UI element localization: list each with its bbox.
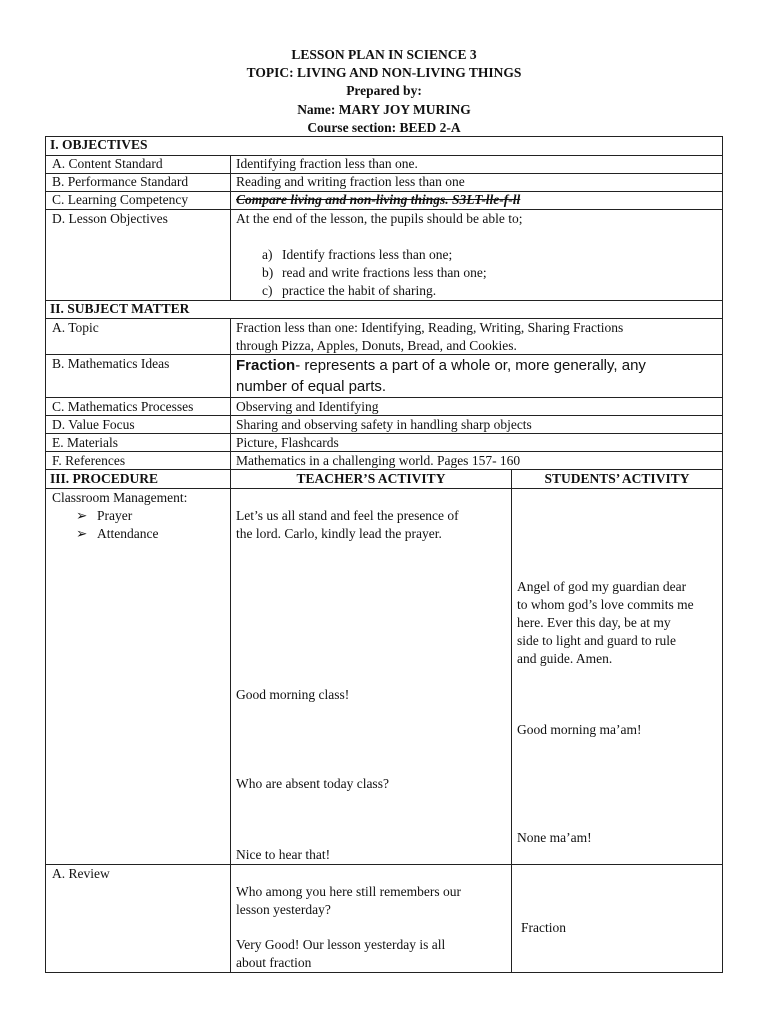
student-prayer-line2: to whom god’s love commits me <box>517 597 694 612</box>
subject-matter-heading: II. SUBJECT MATTER <box>50 301 190 316</box>
attendance-label: Attendance <box>97 526 159 541</box>
fraction-definition-line1 <box>236 355 646 376</box>
learning-competency-value: Compare living and non-living things. S3LT-lle-f-ll <box>236 192 521 207</box>
fraction-definition-text: - represents a part of a whole or, more generally, any <box>295 357 646 374</box>
topic-value-line1: Fraction less than one: Identifying, Reading, Writing, Sharing Fractions <box>236 320 624 335</box>
math-processes-value: Observing and Identifying <box>236 399 379 414</box>
content-standard-label: A. Content Standard <box>52 156 163 171</box>
materials-value: Picture, Flashcards <box>236 435 339 450</box>
lesson-objectives-label: D. Lesson Objectives <box>52 211 168 226</box>
math-ideas-label: B. Mathematics Ideas <box>52 356 170 371</box>
materials-label: E. Materials <box>52 435 118 450</box>
review-teacher-line1: Who among you here still remembers our <box>236 884 461 899</box>
objective-item-c <box>262 282 436 300</box>
references-label: F. References <box>52 453 126 468</box>
teacher-nice-response: Nice to hear that! <box>236 847 331 862</box>
objective-marker: c) <box>262 283 273 298</box>
objective-text: practice the habit of sharing. <box>282 283 437 298</box>
topic-value-line2: through Pizza, Apples, Donuts, Bread, and Cookies. <box>236 338 517 353</box>
student-greeting: Good morning ma’am! <box>517 722 642 737</box>
value-focus-value: Sharing and observing safety in handling sharp objects <box>236 417 532 432</box>
references-value: Mathematics in a challenging world. Pages 157- 160 <box>236 453 521 468</box>
fraction-term: Fraction <box>236 357 296 374</box>
arrow-bullet-icon: ➢ <box>76 508 88 523</box>
classroom-management-label: Classroom Management: <box>52 490 188 505</box>
teacher-greeting: Good morning class! <box>236 687 350 702</box>
student-attendance-answer: None ma’am! <box>517 830 592 845</box>
document-title: LESSON PLAN IN SCIENCE 3 <box>291 47 477 62</box>
lesson-objectives-intro: At the end of the lesson, the pupils should be able to; <box>236 211 523 226</box>
teacher-activity-heading: TEACHER’S ACTIVITY <box>296 471 446 486</box>
content-standard-value: Identifying fraction less than one. <box>236 156 418 171</box>
prepared-by: Prepared by: <box>346 83 422 99</box>
students-activity-heading: STUDENTS’ ACTIVITY <box>544 471 690 486</box>
review-label: A. Review <box>52 866 110 881</box>
learning-competency-label: C. Learning Competency <box>52 192 189 207</box>
attendance-item <box>76 525 158 543</box>
objectives-heading: I. OBJECTIVES <box>50 137 148 152</box>
prayer-item <box>76 507 132 525</box>
review-teacher-line3: Very Good! Our lesson yesterday is all <box>236 937 446 952</box>
objective-text: Identify fractions less than one; <box>282 247 453 262</box>
procedure-heading: III. PROCEDURE <box>50 471 159 486</box>
student-prayer-line5: and guide. Amen. <box>517 651 613 666</box>
topic-label: A. Topic <box>52 320 99 335</box>
value-focus-label: D. Value Focus <box>52 417 135 432</box>
prayer-label: Prayer <box>97 508 133 523</box>
math-processes-label: C. Mathematics Processes <box>52 399 194 414</box>
author-name: Name: MARY JOY MURING <box>297 101 471 117</box>
teacher-attendance-question: Who are absent today class? <box>236 776 389 791</box>
course-section: Course section: BEED 2-A <box>307 119 461 135</box>
fraction-definition-line2: number of equal parts. <box>236 378 387 395</box>
review-student-answer: Fraction <box>521 920 566 935</box>
review-teacher-line4: about fraction <box>236 955 312 970</box>
student-prayer-line1: Angel of god my guardian dear <box>517 579 687 594</box>
student-prayer-line3: here. Ever this day, be at my <box>517 615 671 630</box>
objective-text: read and write fractions less than one; <box>282 265 487 280</box>
teacher-prayer-line1: Let’s us all stand and feel the presence of <box>236 508 459 523</box>
arrow-bullet-icon: ➢ <box>76 526 88 541</box>
performance-standard-value: Reading and writing fraction less than one <box>236 174 465 189</box>
objective-item-b <box>262 264 487 282</box>
objective-marker: a) <box>262 247 273 262</box>
teacher-prayer-line2: the lord. Carlo, kindly lead the prayer. <box>236 526 442 541</box>
performance-standard-label: B. Performance Standard <box>52 174 189 189</box>
objective-item-a <box>262 246 452 264</box>
objective-marker: b) <box>262 265 274 280</box>
review-teacher-line2: lesson yesterday? <box>236 902 331 917</box>
student-prayer-line4: side to light and guard to rule <box>517 633 676 648</box>
document-topic: TOPIC: LIVING AND NON-LIVING THINGS <box>246 65 522 81</box>
